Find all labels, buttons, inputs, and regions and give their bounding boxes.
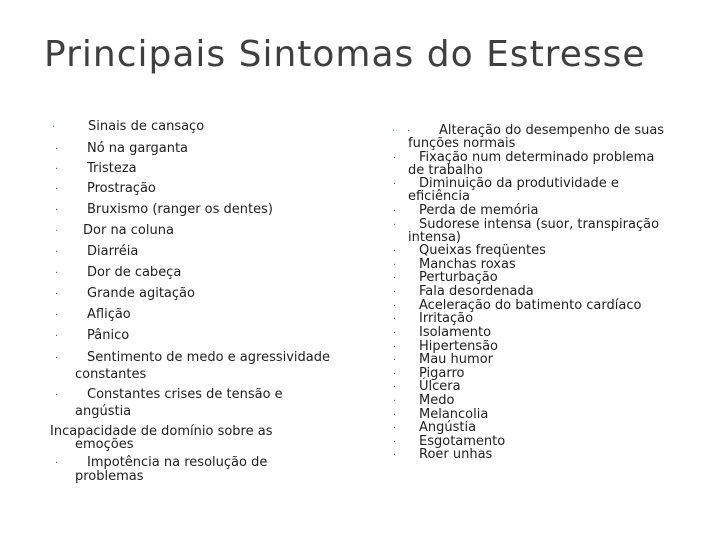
- list-item: · Fixação num determinado problema: [393, 150, 655, 165]
- list-item: · Bruxismo (ranger os dentes): [55, 202, 273, 217]
- list-item: · Dor na coluna: [55, 223, 174, 238]
- bullet-icon: ·: [55, 184, 59, 195]
- list-item: · Queixas freqüentes: [393, 243, 546, 258]
- list-item: · Sudorese intensa (suor, transpiração: [393, 217, 660, 232]
- list-item: · Prostração: [55, 181, 156, 196]
- list-item: · Medo: [393, 393, 455, 408]
- bullet-icon: ·: [55, 310, 59, 321]
- bullet-icon: ·: [55, 144, 59, 155]
- list-item: · Nó na garganta: [55, 141, 189, 156]
- bullet-icon: ·: [393, 179, 397, 190]
- slide-title: Principais Sintomas do Estresse: [44, 34, 646, 75]
- list-item: · Melancolia: [393, 407, 489, 422]
- bullet-icon: ·: [393, 246, 397, 257]
- list-item: · Grande agitação: [55, 286, 195, 301]
- bullet-icon: ·: [393, 450, 397, 461]
- list-item: · Diarréia: [55, 244, 139, 259]
- bullet-icon: ·: [393, 314, 397, 325]
- list-item: · Úlcera: [393, 379, 461, 394]
- bullet-icon: ·: [55, 268, 59, 279]
- list-item: · Pigarro: [393, 366, 465, 381]
- bullet-icon: ·: [55, 390, 59, 401]
- list-item-continuation: constantes: [75, 367, 147, 382]
- bullet-icon: ·: [52, 122, 56, 133]
- list-item: · Hipertensão: [393, 339, 499, 354]
- list-item: · Aflição: [55, 307, 131, 322]
- bullet-icon: ·: [393, 369, 397, 380]
- list-item-continuation: eficiência: [408, 189, 470, 204]
- bullet-icon: ·: [393, 423, 397, 434]
- list-item-continuation: emoções: [75, 437, 134, 452]
- list-item: · Sinais de cansaço: [52, 119, 205, 134]
- list-item-continuation: angústia: [75, 404, 132, 419]
- bullet-icon: ·: [393, 220, 397, 231]
- bullet-icon: ·: [55, 247, 59, 258]
- list-item: · Isolamento: [393, 325, 492, 340]
- list-item: · Sentimento de medo e agressividade: [55, 350, 331, 365]
- bullet-icon: ·: [393, 153, 397, 164]
- bullet-icon: ·: [393, 355, 397, 366]
- list-item: · Perda de memória: [393, 203, 539, 218]
- list-item-continuation: de trabalho: [408, 163, 483, 178]
- bullet-icon: ·: [393, 396, 397, 407]
- bullet-icon: ·: [55, 458, 59, 469]
- list-item: · Dor de cabeça: [55, 265, 182, 280]
- list-item: · Diminuição da produtividade e: [393, 176, 619, 191]
- list-item: · Esgotamento: [393, 434, 506, 449]
- list-item: · Impotência na resolução de: [55, 455, 268, 470]
- bullet-icon: ·: [392, 126, 396, 137]
- list-item: · Aceleração do batimento cardíaco: [393, 298, 642, 313]
- list-item: · Tristeza: [55, 161, 137, 176]
- bullet-icon: ·: [55, 205, 59, 216]
- list-item: · Manchas roxas: [393, 257, 516, 272]
- bullet-icon: ·: [393, 273, 397, 284]
- list-item: · Angústia: [393, 420, 477, 435]
- bullet-icon: ·: [393, 287, 397, 298]
- list-item-continuation: problemas: [75, 469, 144, 484]
- bullet-icon: ·: [55, 331, 59, 342]
- bullet-icon: ·: [393, 328, 397, 339]
- list-item-continuation: funções normais: [408, 136, 516, 151]
- bullet-icon: ·: [55, 226, 59, 237]
- bullet-icon: ·: [393, 206, 397, 217]
- list-item: · Mau humor: [393, 352, 493, 367]
- list-item: · Roer unhas: [393, 447, 493, 462]
- bullet-icon: ·: [393, 301, 397, 312]
- list-item: · · Alteração do desempenho de suas: [392, 123, 665, 138]
- list-item: · Constantes crises de tensão e: [55, 387, 283, 402]
- bullet-icon: ·: [393, 382, 397, 393]
- bullet-icon: ·: [55, 289, 59, 300]
- bullet-icon: ·: [393, 437, 397, 448]
- bullet-icon: ·: [55, 164, 59, 175]
- bullet-icon: ·: [55, 353, 59, 364]
- bullet-icon: ·: [393, 342, 397, 353]
- list-item: · Perturbação: [393, 270, 498, 285]
- bullet-icon: ·: [407, 126, 411, 137]
- list-item: · Fala desordenada: [393, 284, 534, 299]
- list-item: · Pânico: [55, 328, 130, 343]
- bullet-icon: ·: [393, 260, 397, 271]
- list-item: · Irritação: [393, 311, 474, 326]
- list-item-continuation: intensa): [408, 230, 461, 245]
- bullet-icon: ·: [393, 410, 397, 421]
- list-item: Incapacidade de domínio sobre as: [50, 424, 273, 439]
